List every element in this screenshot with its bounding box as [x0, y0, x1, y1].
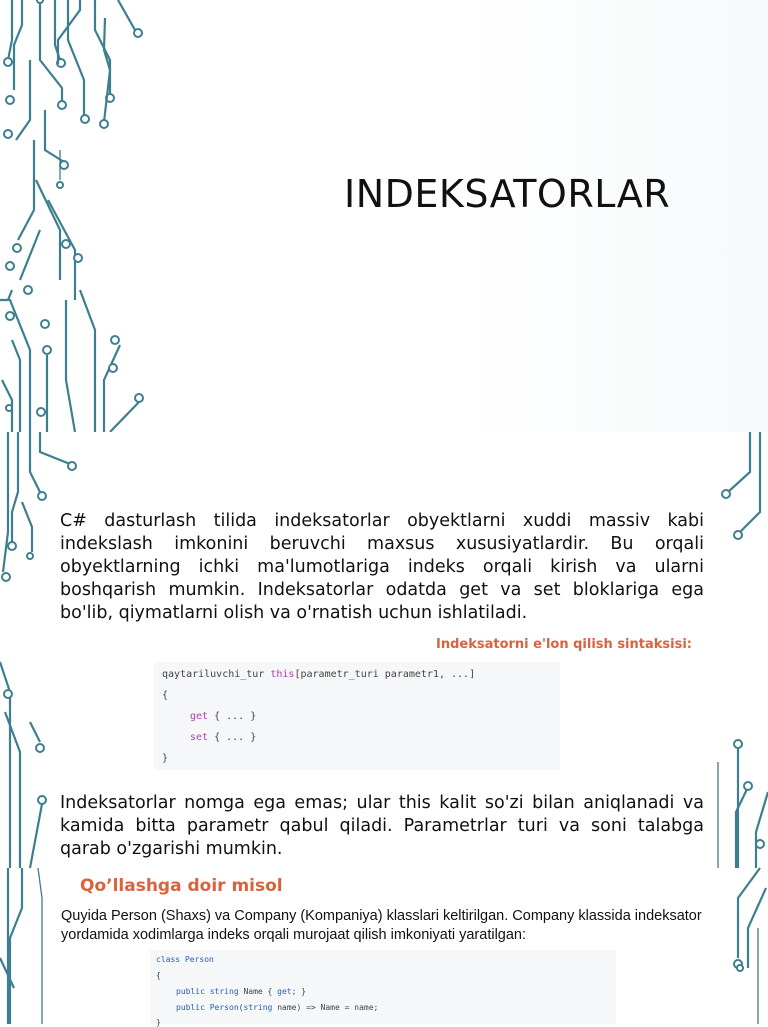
code-line: set { ... }	[190, 732, 257, 743]
circuit-decoration-right	[708, 868, 768, 1024]
circuit-decoration-left	[0, 868, 60, 1024]
title-slide	[0, 0, 768, 432]
circuit-decoration-left	[0, 0, 150, 432]
example-heading: Qo’llashga doir misol	[80, 876, 283, 896]
code-line: {	[156, 971, 161, 980]
code-line: {	[162, 690, 169, 701]
code-line: }	[156, 1018, 161, 1027]
code-line: class Person	[156, 955, 214, 964]
code-line: }	[162, 753, 169, 764]
example-description: Quyida Person (Shaxs) va Company (Kompaniya) klasslari keltirilgan. Company klassida indeksator yordamida xodimlarga indeks orqali murojaat qilish imkoniyati yaratilgan:	[61, 908, 702, 943]
note-paragraph: Indeksatorlar nomga ega emas; ular this kalit so'zi bilan aniqlanadi va kamida bitta parametr qabul qiladi. Parametrlar turi va soni talabga qarab o'zgarishi mumkin.	[60, 793, 704, 859]
example-code-block	[150, 950, 616, 1027]
syntax-heading: Indeksatorni e'lon qilish sintaksisi:	[436, 637, 692, 652]
syntax-code-block	[154, 662, 560, 770]
circuit-decoration-right	[708, 432, 768, 868]
code-line: qaytariluvchi_tur this[parametr_turi parametr1, ...]	[162, 669, 476, 680]
code-line: public Person(string name) => Name = name;	[176, 1003, 379, 1012]
intro-paragraph: C# dasturlash tilida indeksatorlar obyektlarni xuddi massiv kabi indekslash imkonini beruvchi maxsus xususiyatlardir. Bu orqali obyektlarning ichki ma'lumotlariga indeks orqali kirish va ularni boshqarish mumkin. Indeksatorlar odatda get va set bloklariga ega bo'lib, qiymatlarni olish va o'rnatish uchun ishlatiladi.	[60, 511, 704, 623]
slide-title: INDEKSATORLAR	[344, 172, 671, 216]
code-line: public string Name { get; }	[176, 987, 307, 996]
code-line: get { ... }	[190, 711, 257, 722]
